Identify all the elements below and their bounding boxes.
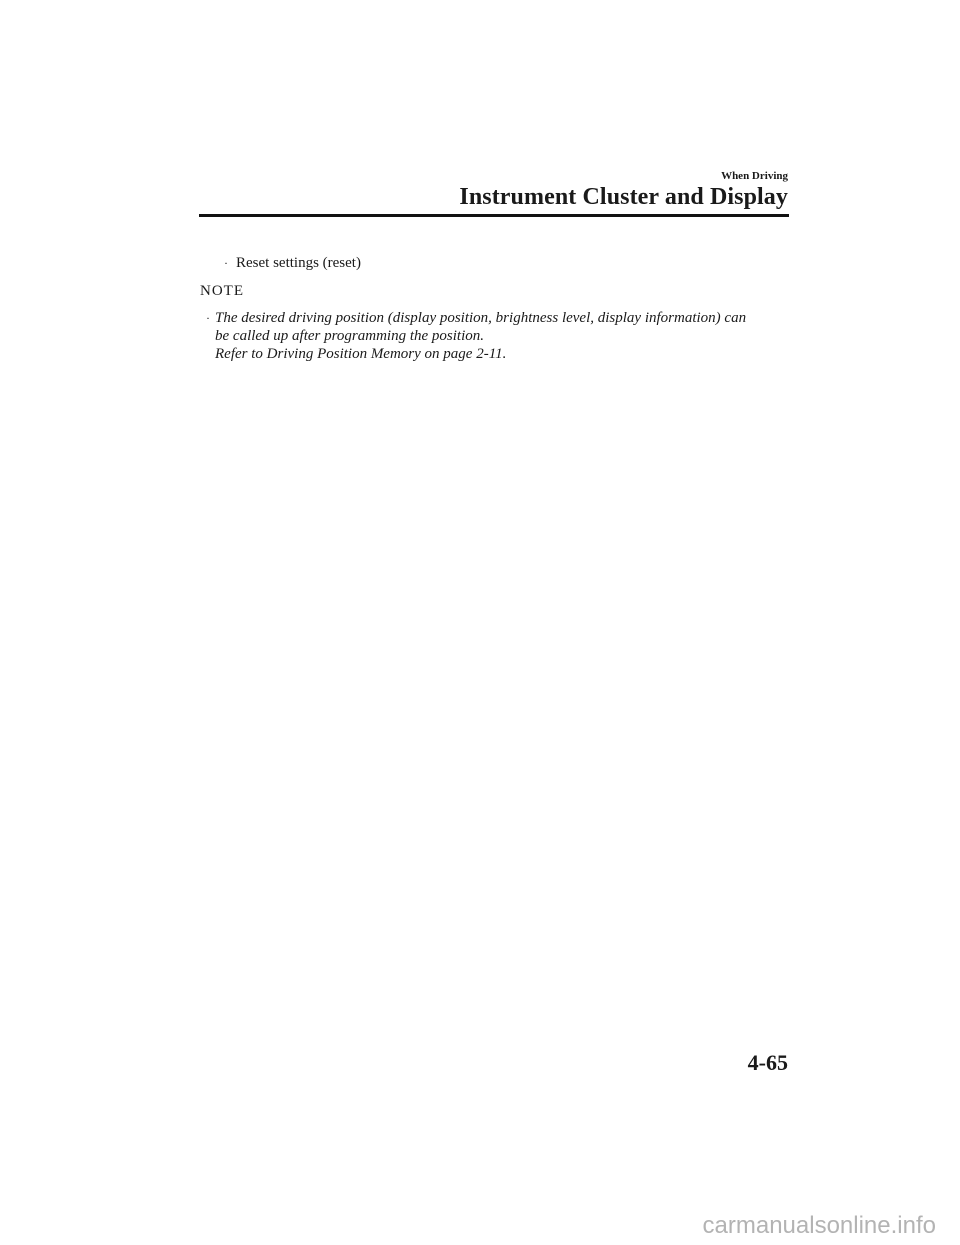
section-label: When Driving (721, 170, 788, 182)
note-bullet-dot: · (206, 311, 210, 325)
note-line: be called up after programming the position. (215, 328, 485, 344)
note-line: The desired driving position (display position, brightness level, display information) can (215, 310, 747, 326)
page-title: Instrument Cluster and Display (459, 184, 788, 210)
page-number: 4-65 (747, 1050, 788, 1075)
bullet-item-text: Reset settings (reset) (236, 255, 361, 271)
note-label: NOTE (200, 283, 244, 299)
bullet-item (224, 255, 361, 272)
watermark: carmanualsonline.info (702, 1212, 936, 1239)
note-cross-reference: Refer to Driving Position Memory on page 2-11. (215, 346, 507, 362)
note-block (206, 309, 786, 363)
bullet-dot: · (224, 256, 228, 270)
header-divider (199, 214, 789, 217)
